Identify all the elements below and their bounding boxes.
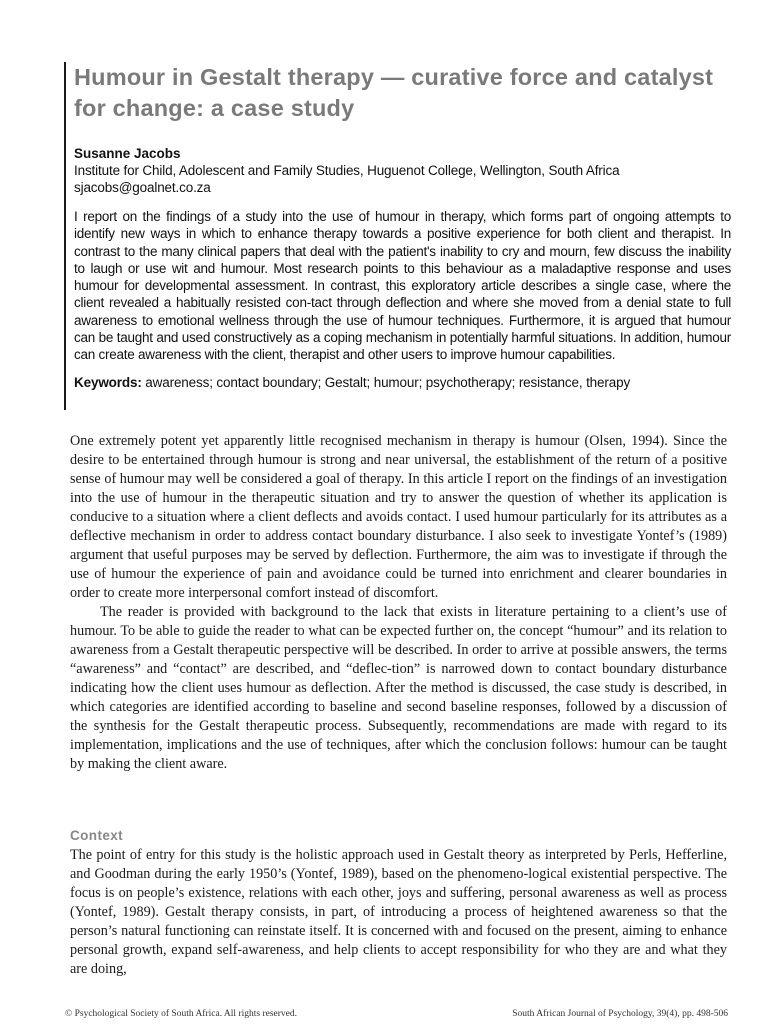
keywords-line <box>74 374 740 391</box>
article-title: Humour in Gestalt therapy — curative force and catalyst for change: a case study <box>74 64 714 121</box>
title-abstract-block <box>64 62 740 410</box>
body-paragraph: The point of entry for this study is the holistic approach used in Gestalt theory as interpreted by Perls, Hefferline, and Goodman during the early 1950’s (Yontef, 1989), based on the phenomeno-logical existential perspective. The focus is on people’s existence, relations with each other, joys and suffering, personal awareness as well as process (Yontef, 1989). Gestalt therapy consists, in part, of introducing a process of heightened awareness so that the person’s natural functioning can reinstate itself. It is concerned with and focused on the present, aiming to enhance personal growth, expand self-awareness, and help clients to accept responsibility for who they are and what they are doing, <box>70 847 727 977</box>
abstract-text: I report on the findings of a study into the use of humour in therapy, which forms part of ongoing attempts to identify new ways in which to enhance therapy towards a positive experience for both client and therapist. In contrast to the many clinical papers that deal with the patient's inability to cry and mourn, few discuss the inability to laugh or use wit and humour. Most research points to this behaviour as a maladaptive response and uses humour for developmental assessment. In contrast, this exploratory article describes a single case, where the client revealed a habitually resisted con-tact through deflection and where she moved from a denial state to full awareness to emotional wellness through the use of humour techniques. Furthermore, it is argued that humour can be taught and used constructively as a coping mechanism in potentially harmful situations. In addition, humour can create awareness with the client, therapist and other users to improve humour capabilities. <box>74 209 731 363</box>
keywords-label: Keywords: <box>74 374 142 390</box>
author-name: Susanne Jacobs <box>74 146 181 161</box>
footer-citation: South African Journal of Psychology, 39(4), pp. 498-506 <box>512 1009 728 1019</box>
footer-copyright: © Psychological Society of South Africa. All rights reserved. <box>65 1009 298 1019</box>
keywords-list: awareness; contact boundary; Gestalt; humour; psychotherapy; resistance, therapy <box>145 374 631 390</box>
author-affiliation: Institute for Child, Adolescent and Family Studies, Huguenot College, Wellington, South Africa <box>74 163 620 178</box>
section-heading-context: Context <box>70 828 124 843</box>
body-paragraph: The reader is provided with background to the lack that exists in literature pertaining to a client’s use of humour. To be able to guide the reader to what can be expected further on, the concept “humour” and its relation to awareness from a Gestalt therapeutic perspective will be described. In order to arrive at possible answers, the terms “awareness” and “contact” are described, and “deflec-tion” is narrowed down to contact boundary disturbance indicating how the client uses humour as deflection. After the method is discussed, the case study is described, in which categories are identified according to baseline and second baseline responses, followed by a discussion of the synthesis for the Gestalt therapeutic process. Subsequently, recommendations are made with regard to its implementation, implications and the use of techniques, after which the conclusion follows: humour can be taught by making the client aware. <box>70 604 727 772</box>
author-email: sjacobs@goalnet.co.za <box>74 180 211 195</box>
context-section <box>70 846 727 979</box>
body-paragraph: One extremely potent yet apparently little recognised mechanism in therapy is humour (Olsen, 1994). Since the desire to be entertained through humour is strong and near universal, the establishment of the return of a positive sense of humour may well be considered a goal of therapy. In this article I report on the findings of an investigation into the use of humour in the therapeutic situation and try to answer the question of whether its application is conducive to a situation where a client deflects and avoids contact. I used humour particularly for its attributes as a deflective mechanism in order to address contact boundary disturbance. I also seek to investigate Yontef’s (1989) argument that useful purposes may be served by deflection. Furthermore, the aim was to investigate if through the use of humour the experience of pain and avoidance could be turned into enrichment and clearer boundaries in order to create more interpersonal comfort instead of discomfort. <box>70 433 727 601</box>
introduction-section <box>70 432 727 774</box>
